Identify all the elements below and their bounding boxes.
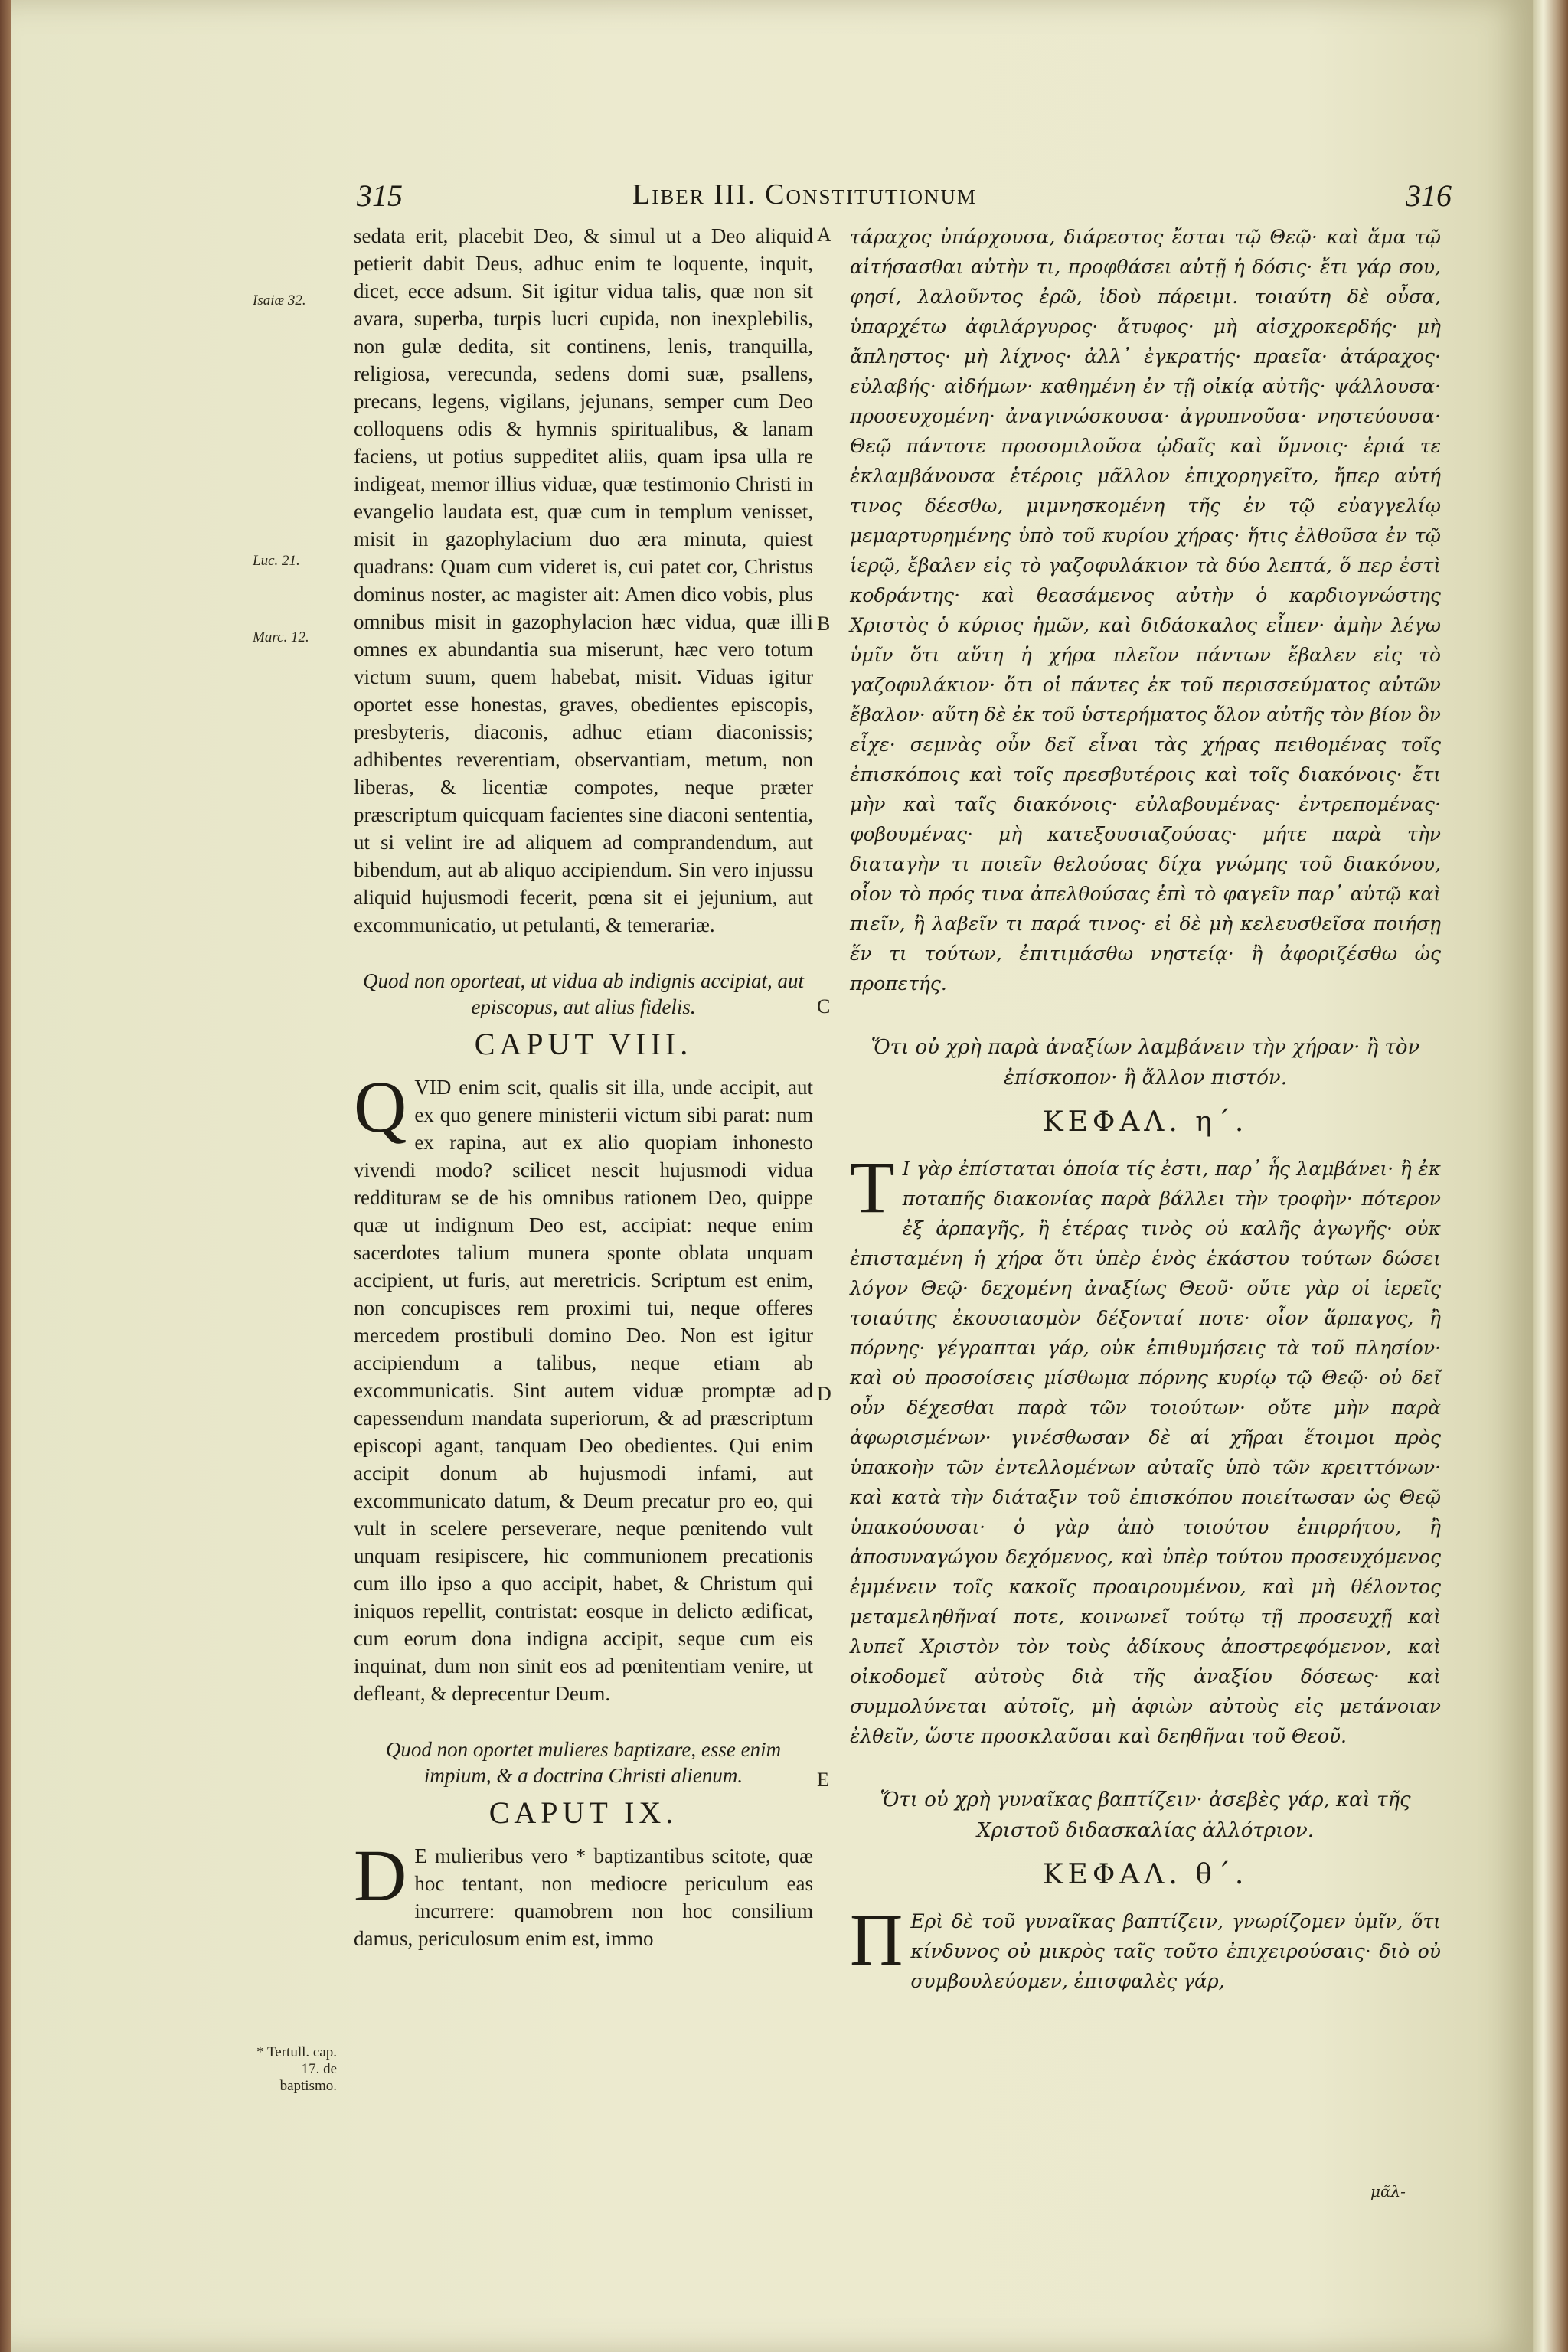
- section-letter-d: D: [817, 1383, 831, 1405]
- left-page-number: 315: [357, 178, 403, 213]
- latin-chapter-8-text: VID enim scit, qualis sit illa, unde accipit, aut ex quo genere ministerii victum sibi parat: num ex rapina, aut ex alio quopiam inhonesto vivendi modo? scilicet nescit hujusmodi vidua redditurам se de his omnibus rationem Deo, quippe quæ ut indignum Deo est, accipiat: neque enim sacerdotes talium munera sponte oblata unquam accipient, ut furis, aut meretricis. Scriptum est enim, non concupisces rem proximi tui, neque offeres mercedem prostibuli domino Deo. Non est igitur accipiendum a talibus, neque etiam ab excommunicatis. Sint autem viduæ promptæ ad capessendum mandata superiorum, & ad præscriptum episcopi agant, tanquam Deo obedientes. Qui enim accipit donum ab hujusmodi infami, aut excommunicato datum, & Deum precatur pro eo, qui vult in scelere perseverare, neque pœnitendo vult unquam resipiscere, hic communionem precationis cum illo ipso a quo accipit, habet, & Christum qui iniquos repellit, contristat: eosque in delicto ædificat, cum eorum dona indigna accipit, seque cum eis inquinat, dum non sinit eos ad pœnitentiam venire, ut defleant, & deprecentur Deum.: [354, 1076, 813, 1705]
- latin-chapter-8-heading: CAPUT VIII.: [474, 1027, 693, 1061]
- greek-chapter-8-heading: ΚΕΦΑΛ. η´.: [1042, 1106, 1249, 1138]
- margin-note-mark: Marc. 12.: [253, 629, 309, 645]
- catchword: μᾶλ-: [1370, 2182, 1406, 2200]
- running-title: Liber III. Constitutionum: [632, 178, 977, 211]
- drop-cap: Τ: [850, 1146, 895, 1228]
- running-header: [0, 178, 1568, 224]
- greek-paragraph: τάραχος ὑπάρχουσα, διάρεστος ἔσται τῷ Θεῷ· καὶ ἅμα τῷ αἰτήσασθαι αὐτὴν τι, προφθάσει αὐτῇ ἡ δόσις· ἔτι γάρ σου, φησί, λαλοῦντος ἐρῶ, ἰδοὺ πάρειμι. τοιαύτη δὲ οὖσα, ὑπαρχέτω ἀφιλάργυρος· ἄτυφος· μὴ αἰσχροκερδής· μὴ ἄπληστος· μὴ λίχνος· ἀλλ᾽ ἐγκρατής· πραεῖα· ἀτάραχος· εὐλαβής· αἰδήμων· καθημένη ἐν τῇ οἰκίᾳ αὐτῆς· ψάλλουσα· προσευχομένη· ἀναγινώσκουσα· ἀγρυπνοῦσα· νηστεύουσα· Θεῷ πάντοτε προσομιλοῦσα ᾠδαῖς καὶ ὕμνοις· ἐριά τε ἐκλαμβάνουσα ἑτέροις μᾶλλον ἐπιχορηγεῖτο, ἤπερ αὐτή τινος δέεσθω, μιμνησκομένη τῆς ἐν τῷ εὐαγγελίῳ μεμαρτυρημένης ὑπὸ τοῦ κυρίου χήρας· ἥτις ἐλθοῦσα ἐν τῷ ἱερῷ, ἔβαλεν εἰς τὸ γαζοφυλάκιον τὰ δύο λεπτά, ὅ περ ἐστὶ κοδράντης· καὶ θεασάμενος αὐτὴν ὁ καρδιογνώστης Χριστὸς ὁ κύριος ἡμῶν, καὶ διδάσκαλος εἶπεν· ἀμὴν λέγω ὑμῖν ὅτι αὕτη ἡ χήρα πλεῖον πάντων ἔβαλεν εἰς τὸ γαζοφυλάκιον· ὅτι οἱ πάντες ἐκ τοῦ περισσεύματος αὐτῶν ἔβαλον· αὕτη δὲ ἐκ τοῦ ὑστερήματος ὅλον αὐτῆς τὸν βίον ὃν εἶχε· σεμνὰς οὖν δεῖ εἶναι τὰς χήρας πειθομένας τοῖς ἐπισκόποις καὶ τοῖς πρεσβυτέροις καὶ τοῖς διακόνοις· ἔτι μὴν καὶ ταῖς διακόνοις· εὐλαβουμένας· ἐντρεπομένας· φοβουμένας· μὴ κατεξουσιαζούσας· μήτε παρὰ τὴν διαταγὴν τι ποιεῖν θελούσας δίχα γνώμης τοῦ διακόνου, οἷον τὸ πρός τινα ἀπελθούσας ἐπὶ τὸ φαγεῖν παρ᾽ αὐτῷ καὶ πιεῖν, ἢ λαβεῖν τι παρά τινος· εἰ δὲ μὴ κελευσθεῖσα ποιήσῃ ἕν τι τούτων, ἐπιτιμάσθω νηστείᾳ· ἢ ἀφοριζέσθω ὡς προπετής.: [850, 226, 1441, 995]
- greek-column: [850, 222, 1441, 1996]
- greek-paragraph: [850, 1899, 1441, 1996]
- latin-column: [354, 222, 813, 1952]
- greek-chapter-8-text: Ι γὰρ ἐπίσταται ὁποία τίς ἐστι, παρ᾽ ἧς λαμβάνει· ἢ ἐκ ποταπῆς διακονίας παρὰ βάλλει τὴν τροφὴν· πότερον ἐξ ἁρπαγῆς, ἢ ἑτέρας τινὸς οὐ καλῆς ἀγωγῆς· οὐκ ἐπισταμένη ἡ χήρα ὅτι ὑπὲρ ἑνὸς ἑκάστου τούτων δώσει λόγον Θεῷ· δεχομένη ἀναξίως Θεοῦ· οὔτε γὰρ οἱ ἱερεῖς τοιαύτης ἐκουσιασμὸν δέξονταί ποτε· οἷον ἅρπαγος, ἢ πόρνης· γέγραπται γάρ, οὐκ ἐπιθυμήσεις τὰ τοῦ πλησίον· καὶ οὐ προσοίσεις μίσθωμα πόρνης κυρίῳ τῷ Θεῷ· οὐ δεῖ οὖν δέχεσθαι παρὰ τῶν τοιούτων· οὔτε μὴν παρὰ ἀφωρισμένων· γινέσθωσαν δὲ αἱ χῆραι ἕτοιμοι πρὸς ὑπακοὴν τῶν ἐντελλομένων αὐταῖς ὑπὸ τῶν κρειττόνων· καὶ κατὰ τὴν διάταξιν τοῦ ἐπισκόπου ποιείτωσαν ὡς Θεῷ ὑπακούουσαι· ὁ γὰρ ἀπὸ τοιούτου ἐπιρρήτου, ἢ ἀποσυναγώγου δεχόμενος, καὶ ὑπὲρ τούτου προσευχόμενος ἐμμένειν τοῖς κακοῖς προαιρουμένου, καὶ μὴ θέλοντος μεταμεληθῆναί ποτε, κοινωνεῖ τούτῳ τῇ προσευχῇ καὶ λυπεῖ Χριστὸν τὸν τοὺς ἀδίκους ἀποστρεφόμενον, καὶ οἰκοδομεῖ αὐτοὺς διὰ τῆς ἀναξίου δόσεως· καὶ συμμολύνεται αὐτοῖς, μὴ ἀφιὼν αὐτοὺς εἰς μετάνοιαν ἐλθεῖν, ὥστε προσκλαῦσαι καὶ δεηθῆναι τοῦ Θεοῦ.: [850, 1158, 1441, 1747]
- page-fore-edge: [1533, 0, 1568, 2352]
- section-letter-b: B: [817, 612, 831, 635]
- latin-paragraph: [354, 1066, 813, 1707]
- latin-paragraph: [354, 1834, 813, 1952]
- greek-chapter-9-text: Ερὶ δὲ τοῦ γυναῖκας βαπτίζειν, γνωρίζομεν ὑμῖν, ὅτι κίνδυνος οὐ μικρὸς ταῖς τοῦτο ἐπιχειρούσαις· διὸ οὐ συμβουλεύομεν, ἐπισφαλὲς γάρ,: [910, 1910, 1441, 1992]
- latin-chapter-9-text: E mulieribus vero * baptizantibus scitote, quæ hoc tentant, non mediocre periculum eas incurrere: quamobrem non hoc consilium damus, periculosum enim est, immo: [354, 1844, 813, 1950]
- drop-cap: D: [354, 1834, 407, 1916]
- greek-chapter-9-heading: ΚΕΦΑΛ. θ´.: [1042, 1859, 1249, 1890]
- greek-rubric-chapter-8: Ὅτι οὐ χρὴ παρὰ ἀναξίων λαμβάνειν τὴν χήραν· ἢ τὸν ἐπίσκοπον· ἢ ἄλλον πιστόν.: [871, 1036, 1420, 1089]
- section-letter-c: C: [817, 995, 831, 1018]
- latin-rubric-chapter-8: Quod non oporteat, ut vidua ab indignis accipiat, aut episcopus, aut alius fidelis.: [363, 969, 804, 1018]
- drop-cap: Q: [354, 1066, 407, 1148]
- greek-paragraph: [850, 1146, 1441, 1751]
- latin-paragraph: sedata erit, placebit Deo, & simul ut a Deo aliquid petierit dabit Deus, adhuc enim te loquente, inquit, dicet, ecce adsum. Sit igitur vidua talis, quæ non sit avara, superba, turpis lucri cupida, non inexplebilis, non gulæ dedita, sit continens, lenis, tranquilla, religiosa, verecunda, sedens domi suæ, psallens, precans, legens, vigilans, jejunans, semper cum Deo colloquens odis & hymnis spiritualibus, & lanam faciens, ut potius suppeditet aliis, quam ipsa ulla re indigeat, memor illius viduæ, quæ testimonio Christi in evangelio laudata est, quæ cum in templum venisset, misit in gazophylacium duo æra minuta, quiest quadrans: Quam cum videret is, cui patet cor, Christus dominus noster, ac magister ait: Amen dico vobis, plus omnibus misit in gazophylacion hæc vidua, quæ illi omnes ex abundantia sua miserunt, hæc vero totum victum suum, quem habebat, misit. Viduas igitur oportet esse honestas, graves, obedientes episcopis, presbyteris, diaconis, adhuc etiam diaconissis; adhibentes reverentiam, observantiam, metum, non liberas, & licentiæ compotes, neque præter præscriptum quicquam facientes sine diaconi sententia, ut si velint ire ad aliquem ad comprandendum, aut bibendum, aut ab aliquo accipiendum. Sin vero injussu aliquid hujusmodi fecerit, pœna sit ei jejunium, aut excommunicatio, ut petulanti, & temerariæ.: [354, 224, 813, 936]
- latin-chapter-9-heading: CAPUT IX.: [488, 1795, 678, 1830]
- right-page-number: 316: [1406, 178, 1452, 213]
- margin-note-isaiah: Isaiæ 32.: [253, 292, 306, 309]
- margin-note-tertullian: * Tertull. cap. 17. de baptismo.: [256, 2044, 337, 2094]
- latin-rubric-chapter-9: Quod non oportet mulieres baptizare, esse enim impium, & a doctrina Christi alienum.: [385, 1738, 782, 1787]
- section-letter-e: E: [817, 1769, 829, 1791]
- margin-note-luke: Luc. 21.: [253, 553, 300, 569]
- section-letter-a: A: [817, 224, 831, 246]
- drop-cap: Π: [850, 1899, 903, 1981]
- greek-rubric-chapter-9: Ὅτι οὐ χρὴ γυναῖκας βαπτίζειν· ἀσεβὲς γάρ, καὶ τῆς Χριστοῦ διδασκαλίας ἀλλότριον.: [880, 1788, 1411, 1842]
